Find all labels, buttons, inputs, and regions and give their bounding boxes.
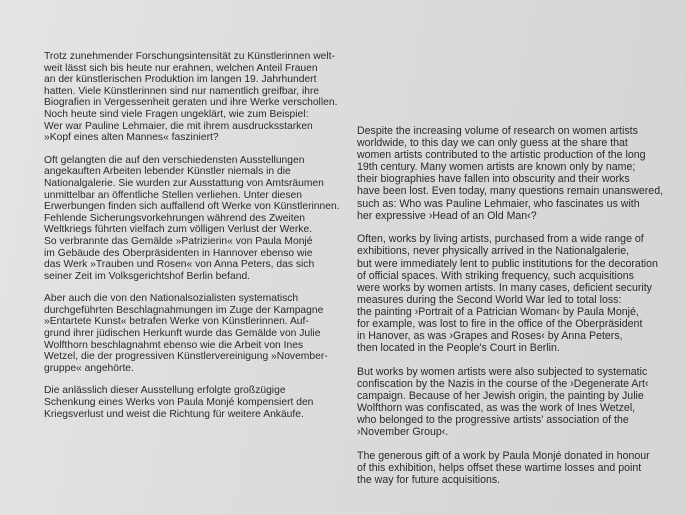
- german-text-line: Wer war Pauline Lehmaier, die mit ihrem ausdrucksstarken: [44, 120, 313, 132]
- german-paragraph-gap: [44, 282, 334, 293]
- english-text-line: were works by women artists. In many cases, deficient security: [357, 281, 652, 294]
- german-paragraph-3: [44, 293, 334, 374]
- german-text-line: Nationalgalerie. Sie wurden zur Ausstattung von Amtsräumen: [44, 177, 324, 189]
- german-text-line: Erwerbungen finden sich auffallend oft Werke von Künstlerinnen.: [44, 201, 340, 213]
- english-text-line: Despite the increasing volume of research on women artists: [357, 125, 638, 137]
- english-text-line: ›November Group‹.: [357, 426, 449, 439]
- german-text-line: Die anlässlich dieser Ausstellung erfolgte großzügige: [44, 385, 286, 397]
- german-text-line: Noch heute sind viele Fragen ungeklärt, wie zum Beispiel:: [44, 108, 309, 120]
- english-text-line: worldwide, to this day we can only guess at the share that: [357, 137, 628, 150]
- english-text-line: of this exhibition, helps offset these wartime losses and point: [357, 462, 642, 475]
- english-text-line: their biographies have fallen into obscurity and their works: [357, 173, 630, 186]
- german-text-line: Oft gelangten die auf den verschiedensten Ausstellungen: [44, 154, 305, 166]
- english-text-line: have been lost. Even today, many questions remain unanswered,: [357, 185, 664, 198]
- english-text-line: Wolfthorn was confiscated, as was the work of Ines Wetzel,: [357, 402, 636, 415]
- english-text-line: the painting ›Portrait of a Patrician Woman‹ by Paula Monjé,: [357, 305, 639, 318]
- german-text-line: das Werk »Trauben und Rosen« von Anna Peters, das sich: [44, 259, 315, 271]
- english-text-line: for example, was lost to fire in the office of the Oberpräsident: [357, 318, 643, 330]
- english-text-line: women artists contributed to the artistic production of the long: [357, 149, 646, 162]
- german-text-line: Trotz zunehmender Forschungsintensität zu Künstlerinnen welt-: [44, 51, 335, 62]
- german-text-line: hatten. Viele Künstlerinnen sind nur namentlich greifbar, ihre: [44, 85, 320, 97]
- english-text-line: then located in the People's Court in Berlin.: [357, 342, 560, 355]
- german-paragraph-1: [44, 51, 338, 144]
- german-text-line: im Gebäude des Oberpräsidenten in Hannover ebenso wie: [44, 247, 313, 259]
- german-text-line: Weltkriegs führten vielfach zum völligen Verlust der Werke.: [44, 224, 313, 236]
- english-paragraph-gap: [357, 438, 667, 450]
- english-paragraph-gap: [357, 354, 667, 366]
- german-text-line: So verbrannte das Gemälde »Patrizierin« von Paula Monjé: [44, 235, 313, 247]
- german-text-line: Wetzel, die der progressiven Künstlervereinigung »November-: [44, 351, 328, 363]
- german-text-line: Wolfthorn beschlagnahmt ebenso wie die Arbeit von Ines: [44, 339, 304, 351]
- english-text-line: in Hanover, as was ›Grapes and Roses‹ by Anna Peters,: [357, 330, 623, 343]
- german-text-line: durchgeführten Beschlagnahmungen im Zuge der Kampagne: [44, 304, 324, 316]
- english-text-line: measures during the Second World War led to total loss:: [357, 293, 622, 306]
- german-text-column: [44, 51, 340, 420]
- german-text-line: Biografien in Vergessenheit geraten und ihre Werke verschollen.: [44, 97, 338, 109]
- german-text-line: unmittelbar an öffentliche Stellen verliehen. Unter diesen: [44, 189, 302, 201]
- english-text-line: the way for future acquisitions.: [357, 474, 501, 487]
- german-text-line: seiner Zeit im Volksgerichtshof Berlin befand.: [44, 270, 251, 282]
- german-paragraph-gap: [44, 144, 334, 155]
- german-text-line: »Kopf eines alten Mannes« fasziniert?: [44, 132, 219, 144]
- german-text-line: grund ihrer jüdischen Herkunft wurde das Gemälde von Julie: [44, 328, 321, 340]
- german-paragraph-2: [44, 154, 340, 283]
- english-paragraph-1: [357, 125, 667, 222]
- german-text-line: weit lässt sich bis heute nur erahnen, welchen Anteil Frauen: [44, 62, 318, 74]
- english-paragraph-3: [357, 366, 667, 439]
- german-text-line: Schenkung eines Werks von Paula Monjé kompensiert den: [44, 397, 314, 409]
- english-text-line: who belonged to the progressive artists' association of the: [357, 414, 629, 427]
- german-text-line: angekauften Arbeiten lebender Künstler niemals in die: [44, 166, 291, 178]
- english-paragraph-4: [357, 450, 667, 486]
- english-text-line: but were immediately lent to public institutions for the decoration: [357, 257, 658, 270]
- english-text-line: of official spaces. With striking frequency, such acquisitions: [357, 269, 634, 282]
- english-paragraph-2: [357, 233, 667, 354]
- german-paragraph-gap: [44, 374, 334, 385]
- german-text-line: an der künstlerischen Produktion im langen 19. Jahrhundert: [44, 74, 317, 86]
- german-text-line: Aber auch die von den Nationalsozialisten systematisch: [44, 293, 299, 305]
- english-text-line: exhibitions, never physically arrived in the Nationalgalerie,: [357, 245, 630, 258]
- english-paragraph-gap: [357, 222, 667, 234]
- german-text-line: Kriegsverlust und weist die Richtung für weitere Ankäufe.: [44, 408, 304, 420]
- english-text-line: such as: Who was Pauline Lehmaier, who fascinates us with: [357, 197, 640, 210]
- german-text-line: gruppe« angehörte.: [44, 362, 134, 374]
- german-paragraph-4: [44, 385, 334, 420]
- english-text-line: But works by women artists were also subjected to systematic: [357, 365, 648, 378]
- german-text-line: Fehlende Sicherungsvorkehrungen während des Zweiten: [44, 212, 306, 224]
- english-text-line: 19th century. Many women artists are known only by name;: [357, 161, 636, 174]
- english-text-line: campaign. Because of her Jewish origin, the painting by Julie: [357, 390, 644, 403]
- english-text-line: Often, works by living artists, purchased from a wide range of: [357, 233, 644, 246]
- english-text-column: [357, 125, 667, 486]
- english-text-line: The generous gift of a work by Paula Monjé donated in honour: [357, 450, 650, 463]
- german-text-line: »Entartete Kunst« betrafen Werke von Künstlerinnen. Auf-: [44, 316, 309, 328]
- english-text-line: confiscation by the Nazis in the course of the ›Degenerate Art‹: [357, 377, 649, 390]
- english-text-line: her expressive ›Head of an Old Man‹?: [357, 209, 537, 222]
